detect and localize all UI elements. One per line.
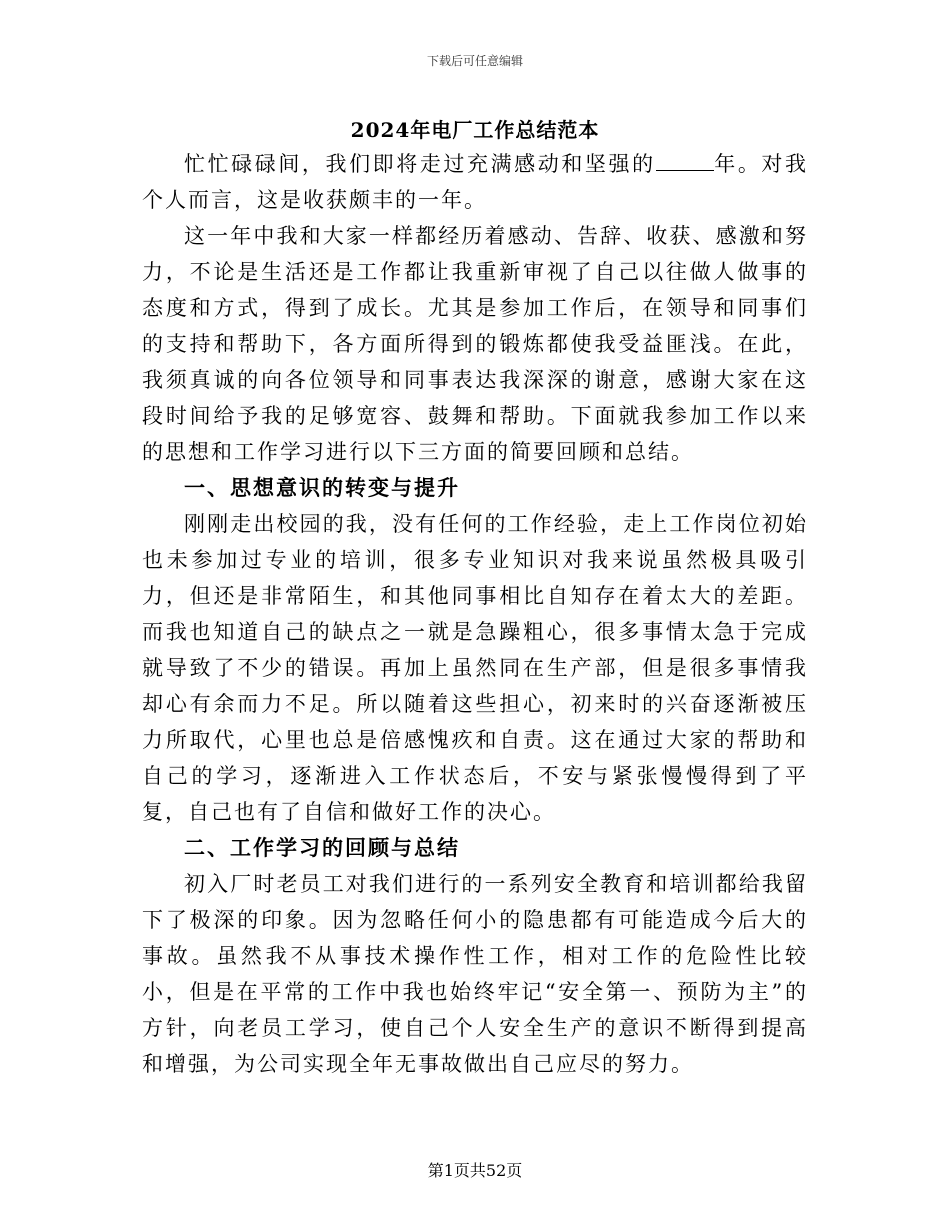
intro-text-start: 忙忙碌碌间，我们即将走过充满感动和坚强的 (184, 152, 656, 176)
page-header-note: 下载后可任意编辑 (426, 54, 523, 68)
document-title: 2024年电厂工作总结范本 (350, 118, 600, 142)
intro-paragraph (142, 146, 808, 218)
document-body (142, 146, 808, 1082)
paragraph-2: 这一年中我和大家一样都经历着感动、告辞、收获、感激和努力，不论是生活还是工作都让我重新审视了自己以往做人做事的态度和方式，得到了成长。尤其是参加工作后，在领导和同事们的支持和帮助下，各方面所得到的锻炼都使我受益匪浅。在此，我须真诚的向各位领导和同事表达我深深的谢意，感谢大家在这段时间给予我的足够宽容、鼓舞和帮助。下面就我参加工作以来的思想和工作学习进行以下三方面的简要回顾和总结。 (142, 224, 808, 464)
intro-text-end: 年。对我个人而言，这是收获颇丰的一年。 (142, 152, 809, 212)
fill-in-blank (656, 169, 714, 171)
section-1-paragraph: 刚刚走出校园的我，没有任何的工作经验，走上工作岗位初始也未参加过专业的培训，很多专业知识对我来说虽然极具吸引力，但还是非常陌生，和其他同事相比自知存在着太大的差距。而我也知道自己的缺点之一就是急躁粗心，很多事情太急于完成就导致了不少的错误。再加上虽然同在生产部，但是很多事情我却心有余而力不足。所以随着这些担心，初来时的兴奋逐渐被压力所取代，心里也总是倍感愧疚和自责。这在通过大家的帮助和自己的学习，逐渐进入工作状态后，不安与紧张慢慢得到了平复，自己也有了自信和做好工作的决心。 (142, 512, 808, 824)
section-2-paragraph: 初入厂时老员工对我们进行的一系列安全教育和培训都给我留下了极深的印象。因为忽略任何小的隐患都有可能造成今后大的事故。虽然我不从事技术操作性工作，相对工作的危险性比较小，但是在平常的工作中我也始终牢记“安全第一、预防为主”的方针，向老员工学习，使自己个人安全生产的意识不断得到提高和增强，为公司实现全年无事故做出自己应尽的努力。 (142, 872, 808, 1076)
page-footer: 第1页共52页 (427, 1161, 523, 1180)
section-2-heading: 二、工作学习的回顾与总结 (184, 835, 460, 860)
section-1-heading: 一、思想意识的转变与提升 (184, 475, 460, 500)
